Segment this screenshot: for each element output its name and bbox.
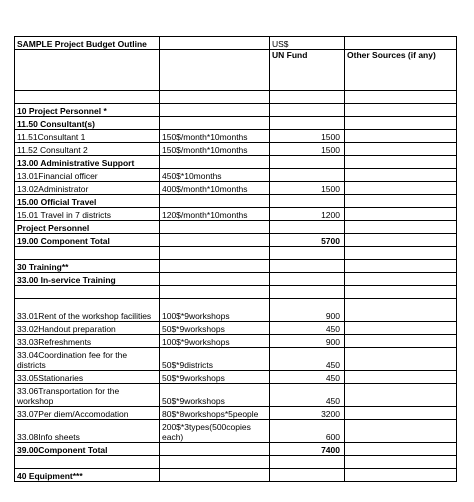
item-cell (15, 286, 160, 299)
calculation-cell: 150$/month*10months (160, 130, 270, 143)
item-cell: 19.00 Component Total (15, 234, 160, 247)
other-sources-cell (345, 247, 457, 260)
item-cell: 33.08Info sheets (15, 420, 160, 443)
item-cell: 10 Project Personnel * (15, 104, 160, 117)
calculation-cell (160, 469, 270, 482)
table-row (15, 156, 457, 169)
un-fund-cell: 450 (270, 384, 345, 407)
un-fund-cell: 5700 (270, 234, 345, 247)
table-row (15, 371, 457, 384)
table-row (15, 247, 457, 260)
other-sources-cell (345, 322, 457, 335)
table-row (15, 234, 457, 247)
item-cell: 11.51Consultant 1 (15, 130, 160, 143)
other-sources-cell (345, 234, 457, 247)
other-sources-cell (345, 299, 457, 322)
calculation-cell (160, 247, 270, 260)
un-fund-cell (270, 104, 345, 117)
item-cell: 30 Training** (15, 260, 160, 273)
item-cell: 40 Equipment*** (15, 469, 160, 482)
un-fund-cell: 1500 (270, 182, 345, 195)
item-cell: 33.00 In-service Training (15, 273, 160, 286)
other-sources-cell (345, 221, 457, 234)
table-row (15, 348, 457, 371)
calculation-cell (160, 260, 270, 273)
calculation-cell: 50$*9workshops (160, 371, 270, 384)
other-sources-cell (345, 443, 457, 456)
un-fund-cell: 450 (270, 371, 345, 384)
table-row (15, 117, 457, 130)
table-row (15, 195, 457, 208)
other-sources-cell (345, 371, 457, 384)
other-sources-cell (345, 348, 457, 371)
item-cell: 15.01 Travel in 7 districts (15, 208, 160, 221)
other-sources-cell (345, 384, 457, 407)
calculation-cell (160, 234, 270, 247)
item-cell (15, 247, 160, 260)
item-cell: 13.01Financial officer (15, 169, 160, 182)
table-row (15, 469, 457, 482)
un-fund-header: UN Fund (270, 50, 345, 91)
un-fund-cell: 7400 (270, 443, 345, 456)
calculation-cell: 450$*10months (160, 169, 270, 182)
header-empty-cell (15, 50, 160, 91)
table-row (15, 169, 457, 182)
table-row (15, 208, 457, 221)
calculation-cell: 150$/month*10months (160, 143, 270, 156)
item-cell: 33.02Handout preparation (15, 322, 160, 335)
column-header-row (15, 50, 457, 91)
item-cell (15, 456, 160, 469)
header-empty-cell (160, 50, 270, 91)
table-row (15, 335, 457, 348)
other-sources-header: Other Sources (if any) (345, 50, 457, 91)
other-sources-cell (345, 456, 457, 469)
un-fund-cell (270, 456, 345, 469)
calculation-cell: 50$*9workshops (160, 384, 270, 407)
calculation-cell (160, 221, 270, 234)
calculation-cell (160, 156, 270, 169)
calculation-cell (160, 456, 270, 469)
un-fund-cell: 900 (270, 299, 345, 322)
calculation-cell (160, 286, 270, 299)
table-row (15, 260, 457, 273)
table-row (15, 443, 457, 456)
item-cell: 33.05Stationaries (15, 371, 160, 384)
item-cell: 33.01Rent of the workshop facilities (15, 299, 160, 322)
un-fund-cell (270, 91, 345, 104)
other-sources-cell (345, 273, 457, 286)
table-row (15, 420, 457, 443)
currency-cell: US$ (270, 37, 345, 50)
other-sources-cell (345, 208, 457, 221)
table-row (15, 407, 457, 420)
other-sources-cell (345, 143, 457, 156)
un-fund-cell (270, 221, 345, 234)
calculation-cell (160, 117, 270, 130)
other-sources-cell (345, 91, 457, 104)
sheet-title-cell: SAMPLE Project Budget Outline (15, 37, 160, 50)
item-cell: 33.04Coordination fee for the districts (15, 348, 160, 371)
other-sources-cell (345, 104, 457, 117)
un-fund-cell: 1500 (270, 143, 345, 156)
other-sources-cell (345, 286, 457, 299)
table-row (15, 456, 457, 469)
item-cell: 33.07Per diem/Accomodation (15, 407, 160, 420)
other-sources-cell (345, 182, 457, 195)
budget-table (14, 36, 457, 482)
calculation-cell (160, 104, 270, 117)
un-fund-cell: 450 (270, 348, 345, 371)
calculation-cell (160, 443, 270, 456)
un-fund-cell: 3200 (270, 407, 345, 420)
un-fund-cell: 450 (270, 322, 345, 335)
item-cell: Project Personnel (15, 221, 160, 234)
other-sources-cell (345, 130, 457, 143)
other-sources-cell (345, 169, 457, 182)
header-empty-cell (345, 37, 457, 50)
table-row (15, 286, 457, 299)
un-fund-cell: 900 (270, 335, 345, 348)
table-row (15, 384, 457, 407)
calculation-cell (160, 91, 270, 104)
un-fund-cell (270, 247, 345, 260)
table-row (15, 104, 457, 117)
item-cell (15, 91, 160, 104)
calculation-cell: 50$*9workshops (160, 322, 270, 335)
calculation-cell: 50$*9districts (160, 348, 270, 371)
other-sources-cell (345, 195, 457, 208)
un-fund-cell (270, 469, 345, 482)
item-cell: 33.03Refreshments (15, 335, 160, 348)
un-fund-cell (270, 156, 345, 169)
table-row (15, 273, 457, 286)
other-sources-cell (345, 469, 457, 482)
item-cell: 11.52 Consultant 2 (15, 143, 160, 156)
item-cell: 13.02Administrator (15, 182, 160, 195)
un-fund-cell: 1200 (270, 208, 345, 221)
calculation-cell: 120$/month*10months (160, 208, 270, 221)
other-sources-cell (345, 156, 457, 169)
un-fund-cell (270, 117, 345, 130)
un-fund-cell: 600 (270, 420, 345, 443)
un-fund-cell (270, 260, 345, 273)
item-cell: 15.00 Official Travel (15, 195, 160, 208)
item-cell: 39.00Component Total (15, 443, 160, 456)
calculation-cell: 400$/month*10months (160, 182, 270, 195)
header-empty-cell (160, 37, 270, 50)
calculation-cell: 80$*8workshops*5people (160, 407, 270, 420)
calculation-cell: 100$*9workshops (160, 299, 270, 322)
calculation-cell: 200$*3types(500copies each) (160, 420, 270, 443)
table-row (15, 299, 457, 322)
table-row (15, 182, 457, 195)
table-row (15, 91, 457, 104)
un-fund-cell: 1500 (270, 130, 345, 143)
calculation-cell (160, 273, 270, 286)
other-sources-cell (345, 335, 457, 348)
header-row (15, 37, 457, 50)
un-fund-cell (270, 273, 345, 286)
item-cell: 13.00 Administrative Support (15, 156, 160, 169)
calculation-cell (160, 195, 270, 208)
table-row (15, 143, 457, 156)
table-row (15, 322, 457, 335)
un-fund-cell (270, 195, 345, 208)
un-fund-cell (270, 286, 345, 299)
un-fund-cell (270, 169, 345, 182)
other-sources-cell (345, 420, 457, 443)
other-sources-cell (345, 117, 457, 130)
other-sources-cell (345, 260, 457, 273)
calculation-cell: 100$*9workshops (160, 335, 270, 348)
item-cell: 11.50 Consultant(s) (15, 117, 160, 130)
other-sources-cell (345, 407, 457, 420)
table-row (15, 221, 457, 234)
table-row (15, 130, 457, 143)
item-cell: 33.06Transportation for the workshop (15, 384, 160, 407)
